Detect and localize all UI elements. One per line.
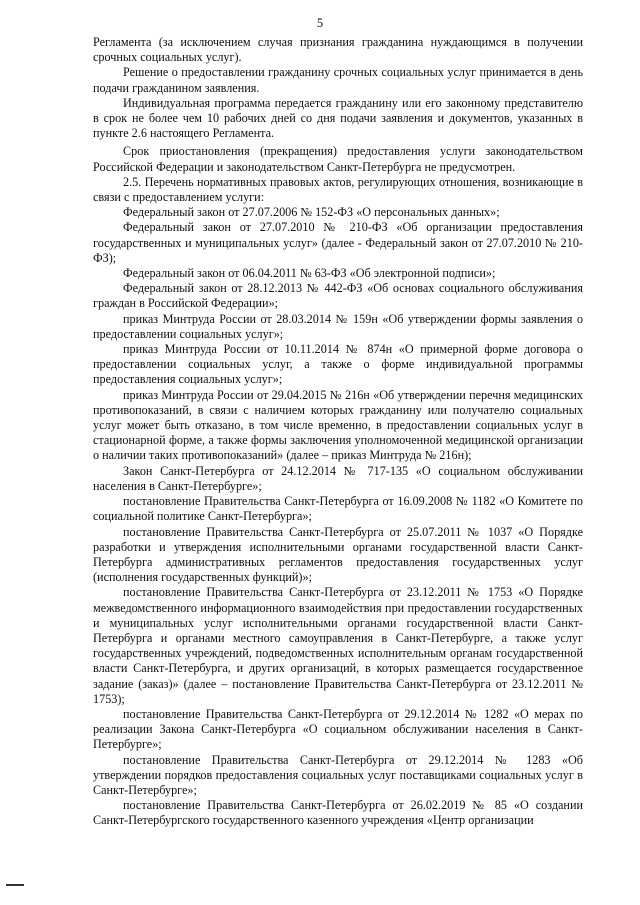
paragraph-resolution-1753: постановление Правительства Санкт-Петербурга от 23.12.2011 № 1753 «О Порядке межведомственного информационного взаимодействия при предоставлении государственных и муниципальных услуг исполнительными органами государственной власти Санкт-Петербурга и органами местного самоуправления в Санкт-Петербурге, а также услуг государственных учреждений, подведомственных исполнительным органам государственной власти Санкт-Петербурга, и других организаций, в которых размещается государственное задание (заказ)» (далее – постановление Правительства Санкт-Петербурга от 23.12.2011 № 1753); xyxy=(93,585,583,706)
paragraph-resolution-1037: постановление Правительства Санкт-Петербурга от 25.07.2011 № 1037 «О Порядке разработки и утверждения исполнительными органами государственной власти Санкт-Петербурга административных регламентов предоставления государственных услуг (исполнения государственных функций)»; xyxy=(93,524,583,585)
paragraph-law-442-fz: Федеральный закон от 28.12.2013 № 442-ФЗ «Об основах социального обслуживания граждан в Российской Федерации»; xyxy=(93,281,583,311)
document-body xyxy=(93,35,583,829)
paragraph-law-63-fz: Федеральный закон от 06.04.2011 № 63-ФЗ «Об электронной подписи»; xyxy=(123,266,496,281)
page-number: 5 xyxy=(316,16,324,30)
paragraph-resolution-1283: постановление Правительства Санкт-Петербурга от 29.12.2014 № 1283 «Об утверждении порядков предоставления социальных услуг поставщиками социальных услуг в Санкт-Петербурге»; xyxy=(93,752,583,797)
paragraph-order-216n: приказ Минтруда России от 29.04.2015 № 216н «Об утверждении перечня медицинских противопоказаний, в связи с наличием которых гражданину или получателю социальных услуг может быть отказано, в том числе временно, в предоставлении социальных услуг в стационарной форме, а также формы заключения уполномоченной медицинской организации о наличии таких противопоказаний» (далее – приказ Минтруда № 216н); xyxy=(93,387,583,463)
paragraph-section-2-5-heading: 2.5. Перечень нормативных правовых актов, регулирующих отношения, возникающие в связи с предоставлением услуги: xyxy=(93,174,583,205)
paragraph-resolution-85: постановление Правительства Санкт-Петербурга от 26.02.2019 № 85 «О создании Санкт-Петербургского государственного казенного учреждения «Центр организации xyxy=(93,798,583,828)
paragraph-order-874n: приказ Минтруда России от 10.11.2014 № 874н «О примерной форме договора о предоставлении социальных услуг, а также о форме индивидуальной программы предоставления социальных услуг»; xyxy=(93,342,583,387)
paragraph-spb-law-717-135: Закон Санкт-Петербурга от 24.12.2014 № 717-135 «О социальном обслуживании населения в Санкт-Петербурге»; xyxy=(93,463,583,493)
paragraph-individual-program: Индивидуальная программа передается гражданину или его законному представителю в срок не более чем 10 рабочих дней со дня подачи заявления и документов, указанных в пункте 2.6 настоящего Регламента. xyxy=(93,95,583,141)
paragraph-resolution-1182: постановление Правительства Санкт-Петербурга от 16.09.2008 № 1182 «О Комитете по социальной политике Санкт-Петербурга»; xyxy=(93,494,583,524)
scan-edge-mark xyxy=(6,884,24,886)
paragraph-continuation: Регламента (за исключением случая признания гражданина нуждающимся в получении срочных социальных услуг). xyxy=(93,35,583,65)
paragraph-order-159n: приказ Минтруда России от 28.03.2014 № 159н «Об утверждении формы заявления о предоставлении социальных услуг»; xyxy=(93,311,583,341)
paragraph-law-152-fz: Федеральный закон от 27.07.2006 № 152-ФЗ «О персональных данных»; xyxy=(123,205,500,220)
paragraph-urgent-services-decision: Решение о предоставлении гражданину срочных социальных услуг принимается в день подачи гражданином заявления. xyxy=(93,65,583,95)
paragraph-resolution-1282: постановление Правительства Санкт-Петербурга от 29.12.2014 № 1282 «О мерах по реализации Закона Санкт-Петербурга «О социальном обслуживании населения в Санкт-Петербурге»; xyxy=(93,706,583,752)
paragraph-suspension-term: Срок приостановления (прекращения) предоставления услуги законодательством Российской Федерации и законодательством Санкт-Петербурга не предусмотрен. xyxy=(93,144,583,174)
paragraph-law-210-fz: Федеральный закон от 27.07.2010 № 210-ФЗ «Об организации предоставления государственных и муниципальных услуг» (далее - Федеральный закон от 27.07.2010 № 210-ФЗ); xyxy=(93,220,583,265)
